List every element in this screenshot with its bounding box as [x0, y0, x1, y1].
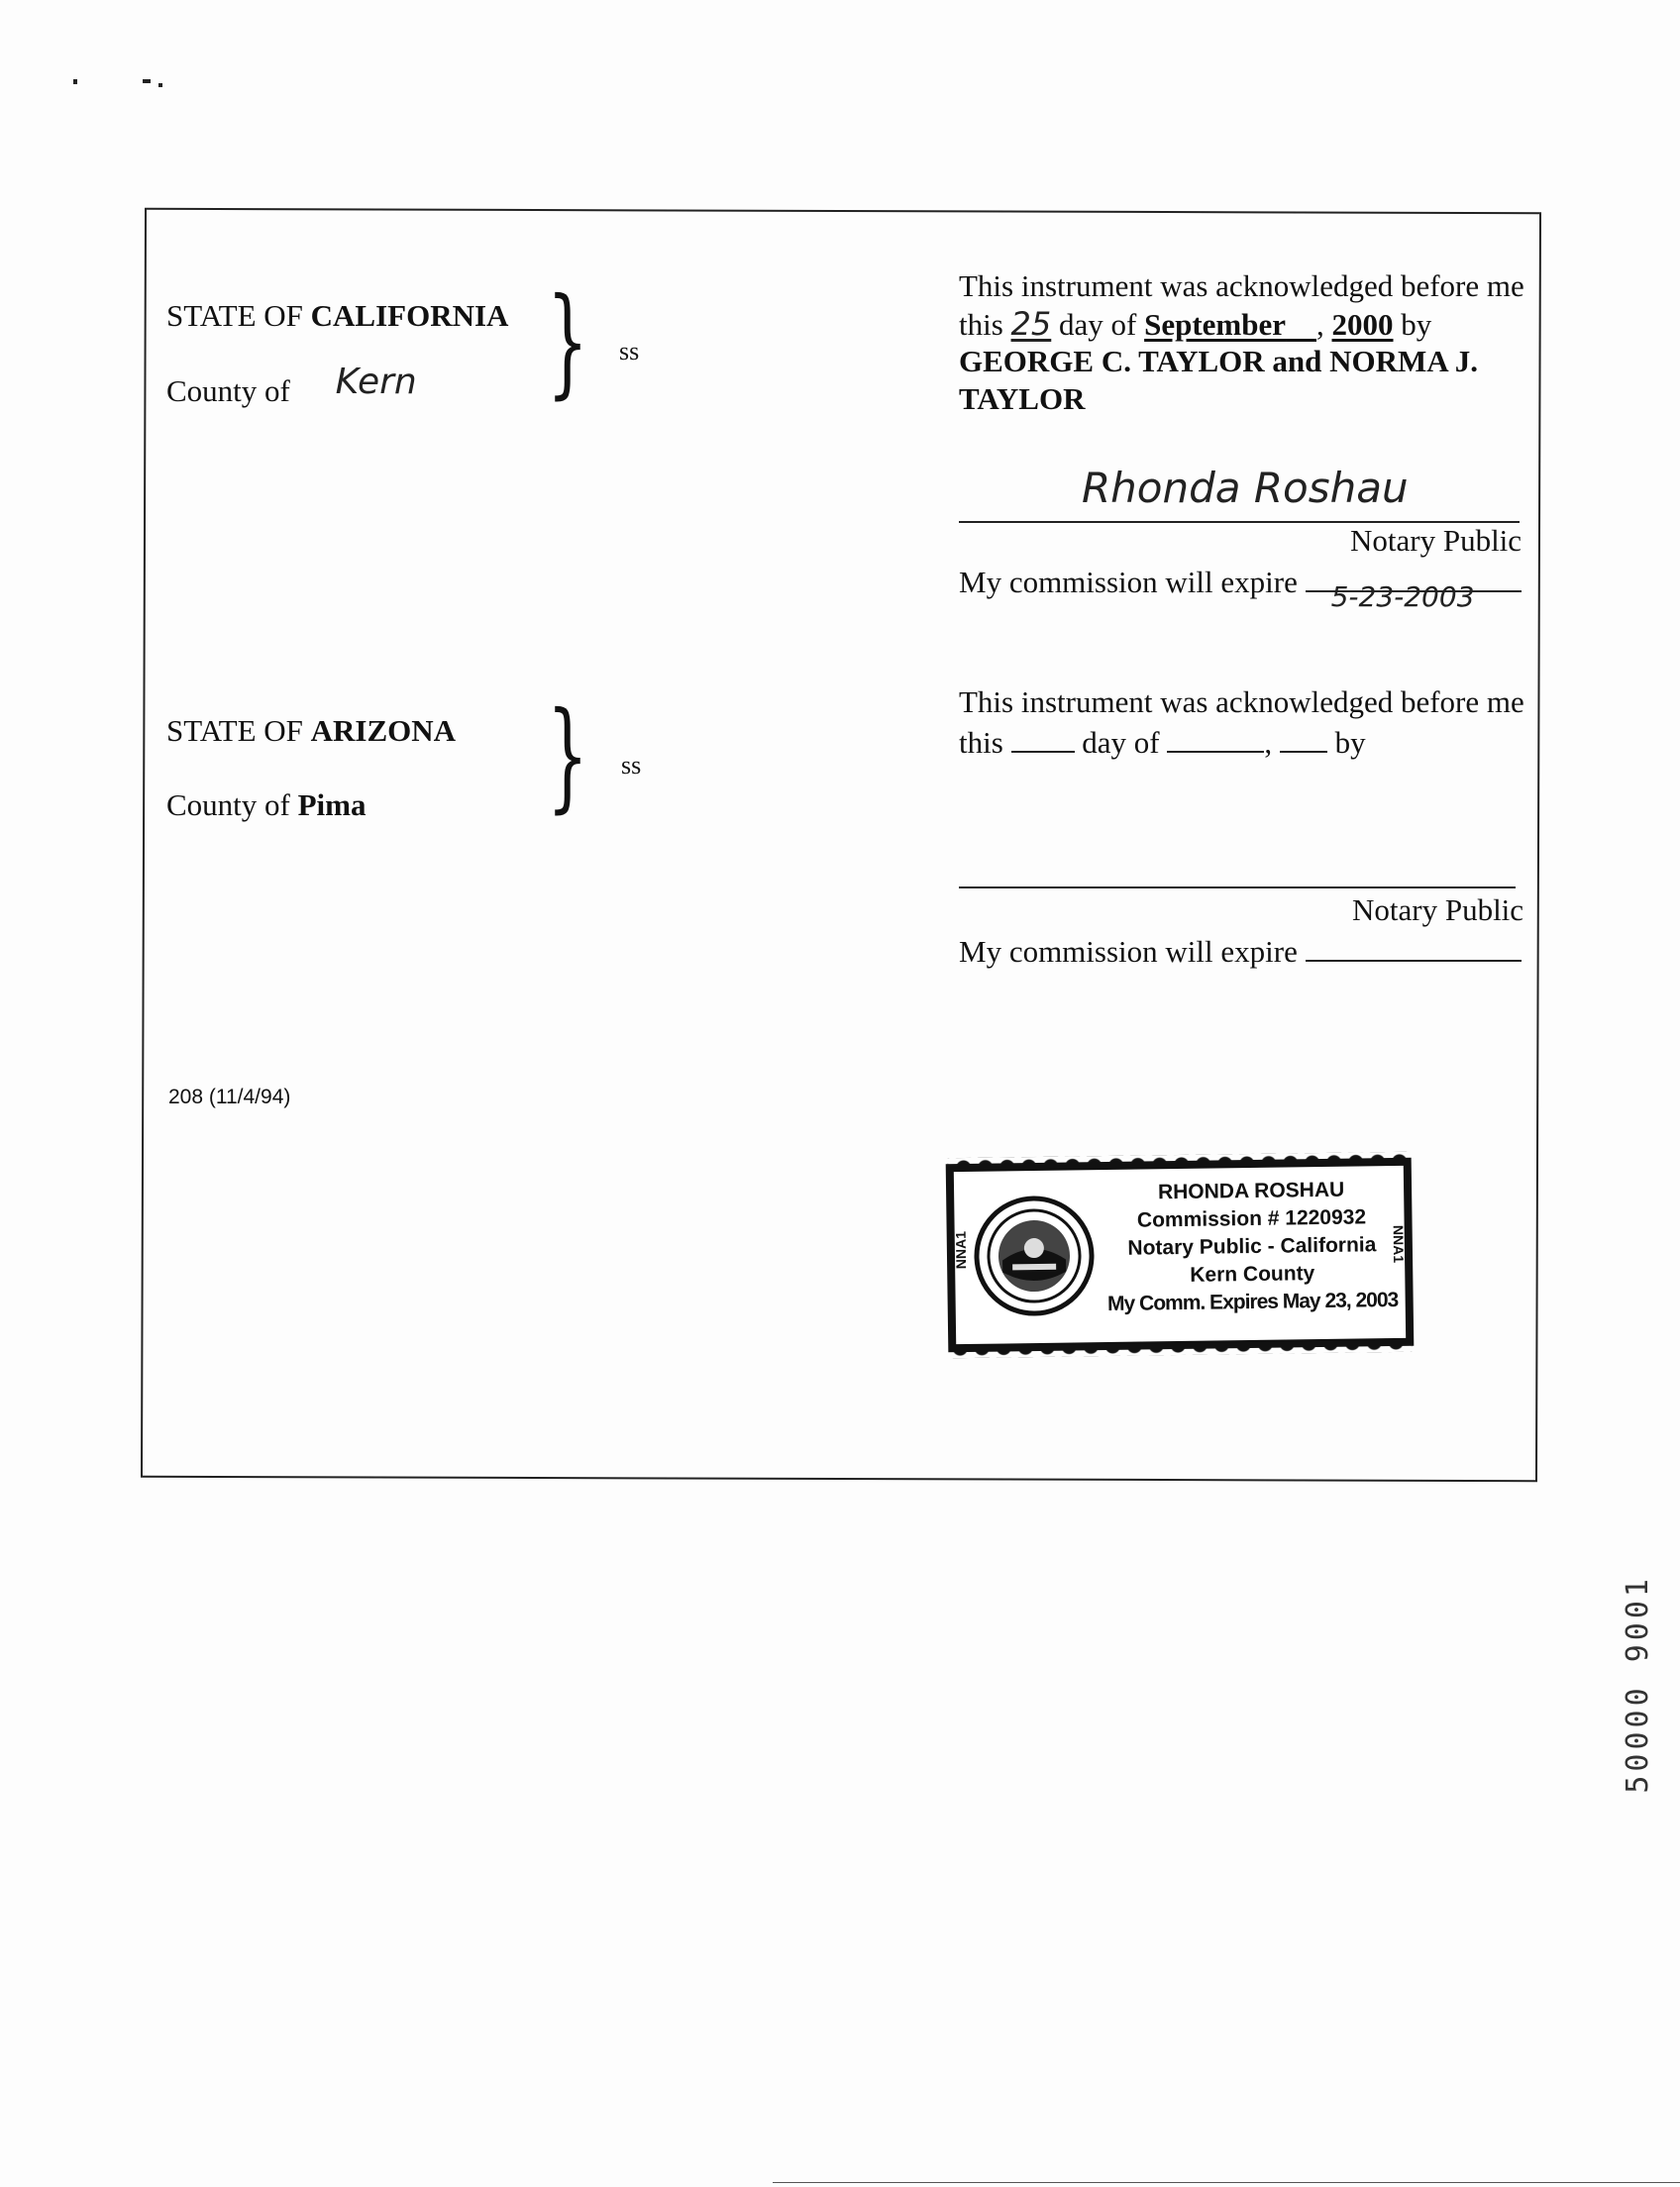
california-state: STATE OF CALIFORNIA	[166, 298, 509, 333]
california-ss: ss	[619, 337, 640, 365]
scan-speck	[158, 83, 162, 87]
stamp-text	[1102, 1176, 1402, 1318]
arizona-state: STATE OF ARIZONA	[166, 713, 457, 748]
stamp-commission: Commission # 1220932	[1136, 1205, 1367, 1232]
stamp-side-left: NNA1	[952, 1230, 970, 1270]
scan-speck	[143, 79, 151, 83]
arizona-ss: ss	[621, 751, 642, 780]
county-handwriting: Kern	[335, 362, 417, 402]
arizona-county: County of Pima	[166, 787, 367, 822]
stamp-title: Notary Public - California	[1127, 1233, 1377, 1260]
form-number: 208 (11/4/94)	[168, 1086, 291, 1108]
california-brace: }	[547, 273, 588, 411]
stamp-name: RHONDA ROSHAU	[1157, 1178, 1345, 1204]
scan-speck	[73, 79, 77, 84]
az-ack-line2: this day of , by	[959, 725, 1366, 760]
stamp-expires: My Comm. Expires May 23, 2003	[1106, 1288, 1399, 1316]
stamp-side-right: NNA1	[1390, 1224, 1408, 1264]
commission-expire: My commission will expire 5-23-2003	[959, 564, 1522, 601]
california-county: County of Kern	[166, 362, 417, 408]
california-seal-icon	[972, 1194, 1097, 1318]
az-notary-public-label: Notary Public	[1352, 892, 1524, 927]
notary-public-label: Notary Public	[1350, 523, 1522, 558]
ack-line2: this 25 day of September , 2000 by	[959, 305, 1432, 343]
stamp-county: Kern County	[1190, 1262, 1315, 1287]
bottom-edge-line	[773, 2182, 1680, 2183]
az-commission-expire: My commission will expire	[959, 933, 1522, 971]
ack-year: 2000	[1331, 307, 1394, 342]
commission-date: 5-23-2003	[1330, 580, 1475, 613]
az-ack-line1: This instrument was acknowledged before me	[959, 684, 1524, 719]
ack-month: September	[1144, 307, 1287, 342]
arizona-brace: }	[547, 687, 588, 825]
az-signature-line	[959, 886, 1516, 888]
ack-line1: This instrument was acknowledged before me	[959, 268, 1524, 303]
ack-day: 25	[1010, 305, 1052, 343]
ack-names-1: GEORGE C. TAYLOR and NORMA J.	[959, 344, 1478, 378]
notary-signature: Rhonda Roshau	[1082, 464, 1409, 512]
margin-document-number: 50000 9001	[1621, 1575, 1655, 1794]
notary-stamp	[946, 1158, 1415, 1353]
ack-names-2: TAYLOR	[959, 381, 1086, 416]
